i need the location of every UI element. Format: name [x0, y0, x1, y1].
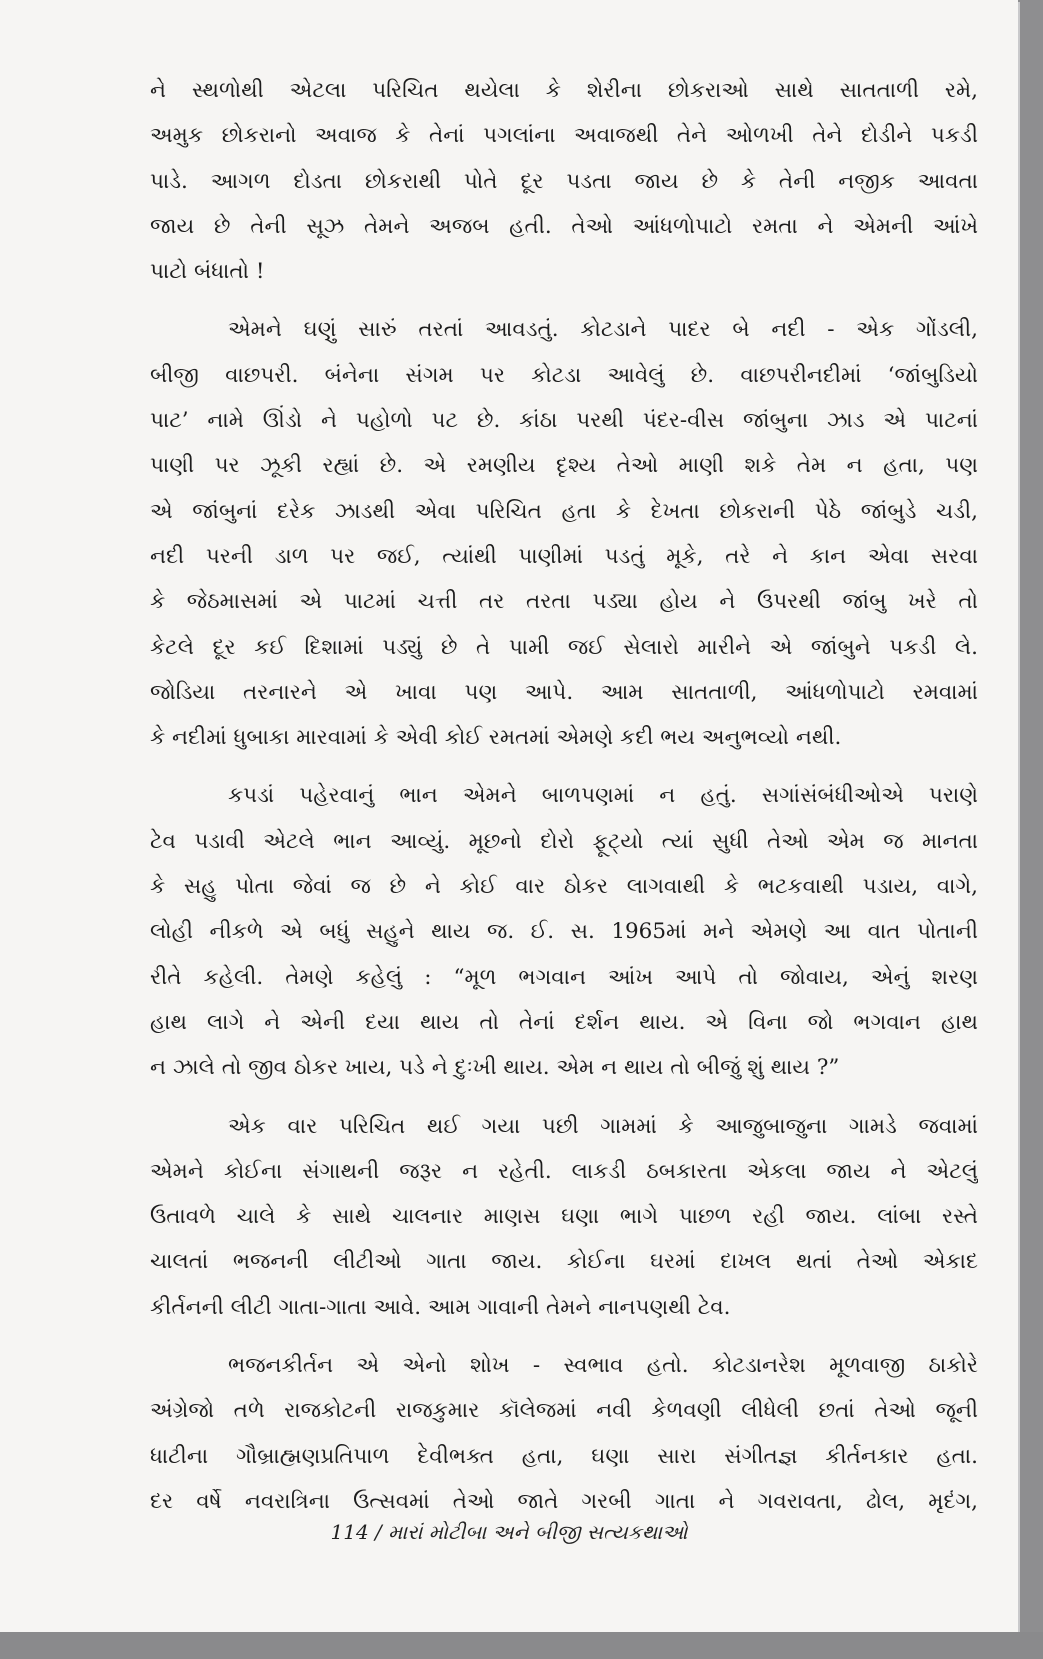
scan-background-edge	[0, 1632, 1043, 1659]
text-line: રીતે કહેલી. તેમણે કહેલું : “મૂળ ભગવાન આંખ આપે તો જોવાય, એનું શરણ	[150, 964, 978, 990]
text-line: એમને કોઈના સંગાથની જરૂર ન રહેતી. લાકડી ઠબકારતા એકલા જાય ને એટલું	[150, 1158, 978, 1184]
text-line: એમને ઘણું સારું તરતાં આવડતું. કોટડાને પાદર બે નદી - એક ગોંડલી,	[228, 317, 978, 343]
paragraph-2	[150, 307, 978, 760]
text-line: ચાલતાં ભજનની લીટીઓ ગાતા જાય. કોઈના ઘરમાં દાખલ થતાં તેઓ એકાદ	[150, 1249, 978, 1275]
text-line: પાટો બંધાતો !	[150, 259, 265, 285]
text-line: એ જાંબુનાં દરેક ઝાડથી એવા પરિચિત હતા કે દેખતા છોકરાની પેઠે જાંબુડે ચડી,	[150, 498, 978, 524]
paragraph-5	[150, 1343, 978, 1524]
page-body	[150, 68, 978, 1524]
text-line: દર વર્ષે નવરાત્રિના ઉત્સવમાં તેઓ જાતે ગરબી ગાતા ને ગવરાવતા, ઢોલ, મૃદંગ,	[150, 1488, 978, 1514]
text-line: કીર્તનની લીટી ગાતા-ગાતા આવે. આમ ગાવાની તેમને નાનપણથી ટેવ.	[150, 1294, 731, 1320]
text-line: ધાટીના ગૌબ્રાહ્મણપ્રતિપાળ દેવીભક્ત હતા, ઘણા સારા સંગીતજ્ઞ કીર્તનકાર હતા.	[150, 1443, 978, 1469]
text-line: ન ઝાલે તો જીવ ઠોકર ખાય, પડે ને દુઃખી થાય. એમ ન થાય તો બીજું શું થાય ?”	[150, 1055, 840, 1081]
text-line: બીજી વાછપરી. બંનેના સંગમ પર કોટડા આવેલું છે. વાછપરીનદીમાં ‘જાંબુડિયો	[150, 362, 978, 388]
text-line: કેટલે દૂર કઈ દિશામાં પડ્યું છે તે પામી જઈ સેલારો મારીને એ જાંબુને પકડી લે.	[150, 634, 978, 660]
page-footer: 114 / મારાં મોટીબા અને બીજી સત્યકથાઓ	[330, 1520, 688, 1544]
paragraph-1	[150, 68, 978, 294]
text-line: જાય છે તેની સૂઝ તેમને અજબ હતી. તેઓ આંધળોપાટો રમતા ને એમની આંખે	[150, 213, 978, 239]
text-line: ઉતાવળે ચાલે કે સાથે ચાલનાર માણસ ઘણા ભાગે પાછળ રહી જાય. લાંબા રસ્તે	[150, 1204, 978, 1230]
text-line: ભજનકીર્તન એ એનો શોખ - સ્વભાવ હતો. કોટડાનરેશ મૂળવાજી ઠાકોરે	[228, 1353, 978, 1379]
text-line: પાટ’ નામે ઊંડો ને પહોળો પટ છે. કાંઠા પરથી પંદર-વીસ જાંબુના ઝાડ એ પાટનાં	[150, 408, 978, 434]
paragraph-3	[150, 773, 978, 1090]
text-line: કે નદીમાં ધુબાકા મારવામાં કે એવી કોઈ રમતમાં એમણે કદી ભય અનુભવ્યો નથી.	[150, 725, 842, 751]
text-line: પાણી પર ઝૂકી રહ્યાં છે. એ રમણીય દૃશ્ય તેઓ માણી શકે તેમ ન હતા, પણ	[150, 453, 978, 479]
paragraph-4	[150, 1104, 978, 1330]
text-line: ટેવ પડાવી એટલે ભાન આવ્યું. મૂછનો દોરો ફૂટ્યો ત્યાં સુધી તેઓ એમ જ માનતા	[150, 828, 978, 854]
text-line: અંગ્રેજો તળે રાજકોટની રાજકુમાર કૉલેજમાં નવી કેળવણી લીધેલી છતાં તેઓ જૂની	[150, 1398, 978, 1424]
text-line: જોડિયા તરનારને એ ખાવા પણ આપે. આમ સાતતાળી, આંધળોપાટો રમવામાં	[150, 679, 978, 705]
text-line: પાડે. આગળ દોડતા છોકરાથી પોતે દૂર પડતા જાય છે કે તેની નજીક આવતા	[150, 168, 978, 194]
text-line: નદી પરની ડાળ પર જઈ, ત્યાંથી પાણીમાં પડતું મૂકે, તરે ને કાન એવા સરવા	[150, 543, 978, 569]
text-line: કે સહુ પોતા જેવાં જ છે ને કોઈ વાર ઠોકર લાગવાથી કે ભટકવાથી પડાય, વાગે,	[150, 874, 978, 900]
text-line: કે જેઠમાસમાં એ પાટમાં ચત્તી તર તરતા પડ્યા હોય ને ઉપરથી જાંબુ ખરે તો	[150, 589, 978, 615]
text-line: કપડાં પહેરવાનું ભાન એમને બાળપણમાં ન હતું. સગાંસંબંધીઓએ પરાણે	[228, 783, 978, 809]
text-line: ને સ્થળોથી એટલા પરિચિત થયેલા કે શેરીના છોકરાઓ સાથે સાતતાળી રમે,	[150, 78, 978, 103]
text-line: હાથ લાગે ને એની દયા થાય તો તેનાં દર્શન થાય. એ વિના જો ભગવાન હાથ	[150, 1009, 978, 1035]
text-line: લોહી નીકળે એ બધું સહુને થાય જ. ઈ. સ. 1965માં મને એમણે આ વાત પોતાની	[150, 919, 978, 945]
text-line: અમુક છોકરાનો અવાજ કે તેનાં પગલાંના અવાજથી તેને ઓળખી તેને દોડીને પકડી	[150, 123, 978, 149]
text-line: એક વાર પરિચિત થઈ ગયા પછી ગામમાં કે આજુબાજુના ગામડે જવામાં	[228, 1113, 978, 1139]
